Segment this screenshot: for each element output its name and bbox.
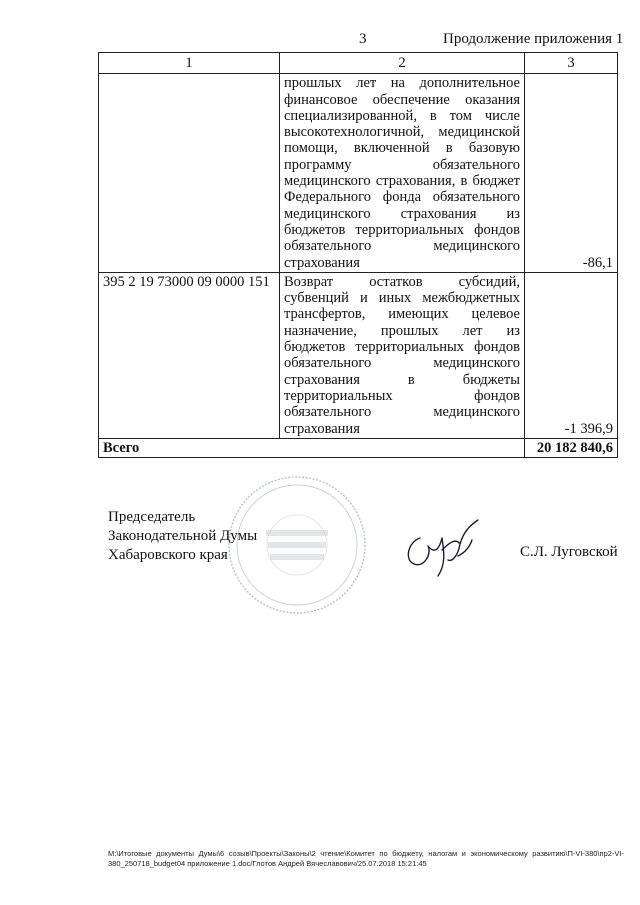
column-header-3: 3	[525, 53, 618, 74]
total-label: Всего	[99, 438, 525, 457]
row-amount: -86,1	[525, 74, 618, 273]
signatory-title	[108, 508, 257, 565]
total-row	[99, 438, 618, 457]
file-path-footer: M:\Итоговые документы Думы\6 созыв\Проекты\Законы\2 чтение\Комитет по бюджету, налогам и экономическому развитию\П-VI-380\пр2-VI-380_250718_budget04 приложение 1.doc/Глотов Андрей Вячеславович/25.07.2018 15:21:45	[108, 849, 624, 868]
signatory-line-2: Законодательной Думы	[108, 528, 258, 544]
row-amount: -1 396,9	[525, 272, 618, 438]
table-row	[99, 74, 618, 273]
row-description: Возврат остатков субсидий, субвенций и иных межбюджетных трансфертов, имеющих целевое назначение, прошлых лет из бюджетов территориальных фондов обязательного медицинского страхования в бюджеты территориальных фондов обязательного медицинского страхования	[280, 272, 525, 438]
total-amount: 20 182 840,6	[525, 438, 618, 457]
column-header-1: 1	[99, 53, 280, 74]
table-row	[99, 272, 618, 438]
continuation-label: Продолжение приложения 1	[443, 31, 624, 47]
column-header-2: 2	[280, 53, 525, 74]
signatory-line-3: Хабаровского края	[108, 547, 228, 563]
signatory-line-1: Председатель	[108, 509, 196, 525]
row-description: прошлых лет на дополнительное финансовое обеспечение оказания специализированной, в том числе высокотехнологичной, медицинской помощи, включенной в базовую программу обязательного медицинского страхования, в бюджет Федерального фонда обязательного медицинского страхования из бюджетов территориальных фондов обязательного медицинского страхования	[280, 74, 525, 273]
budget-table	[98, 52, 618, 458]
table-header-row	[99, 53, 618, 74]
handwritten-signature	[398, 516, 488, 586]
budget-code	[99, 74, 280, 273]
page-number: 3	[359, 31, 367, 47]
signer-name: С.Л. Луговской	[520, 544, 618, 560]
budget-code: 395 2 19 73000 09 0000 151	[99, 272, 280, 438]
